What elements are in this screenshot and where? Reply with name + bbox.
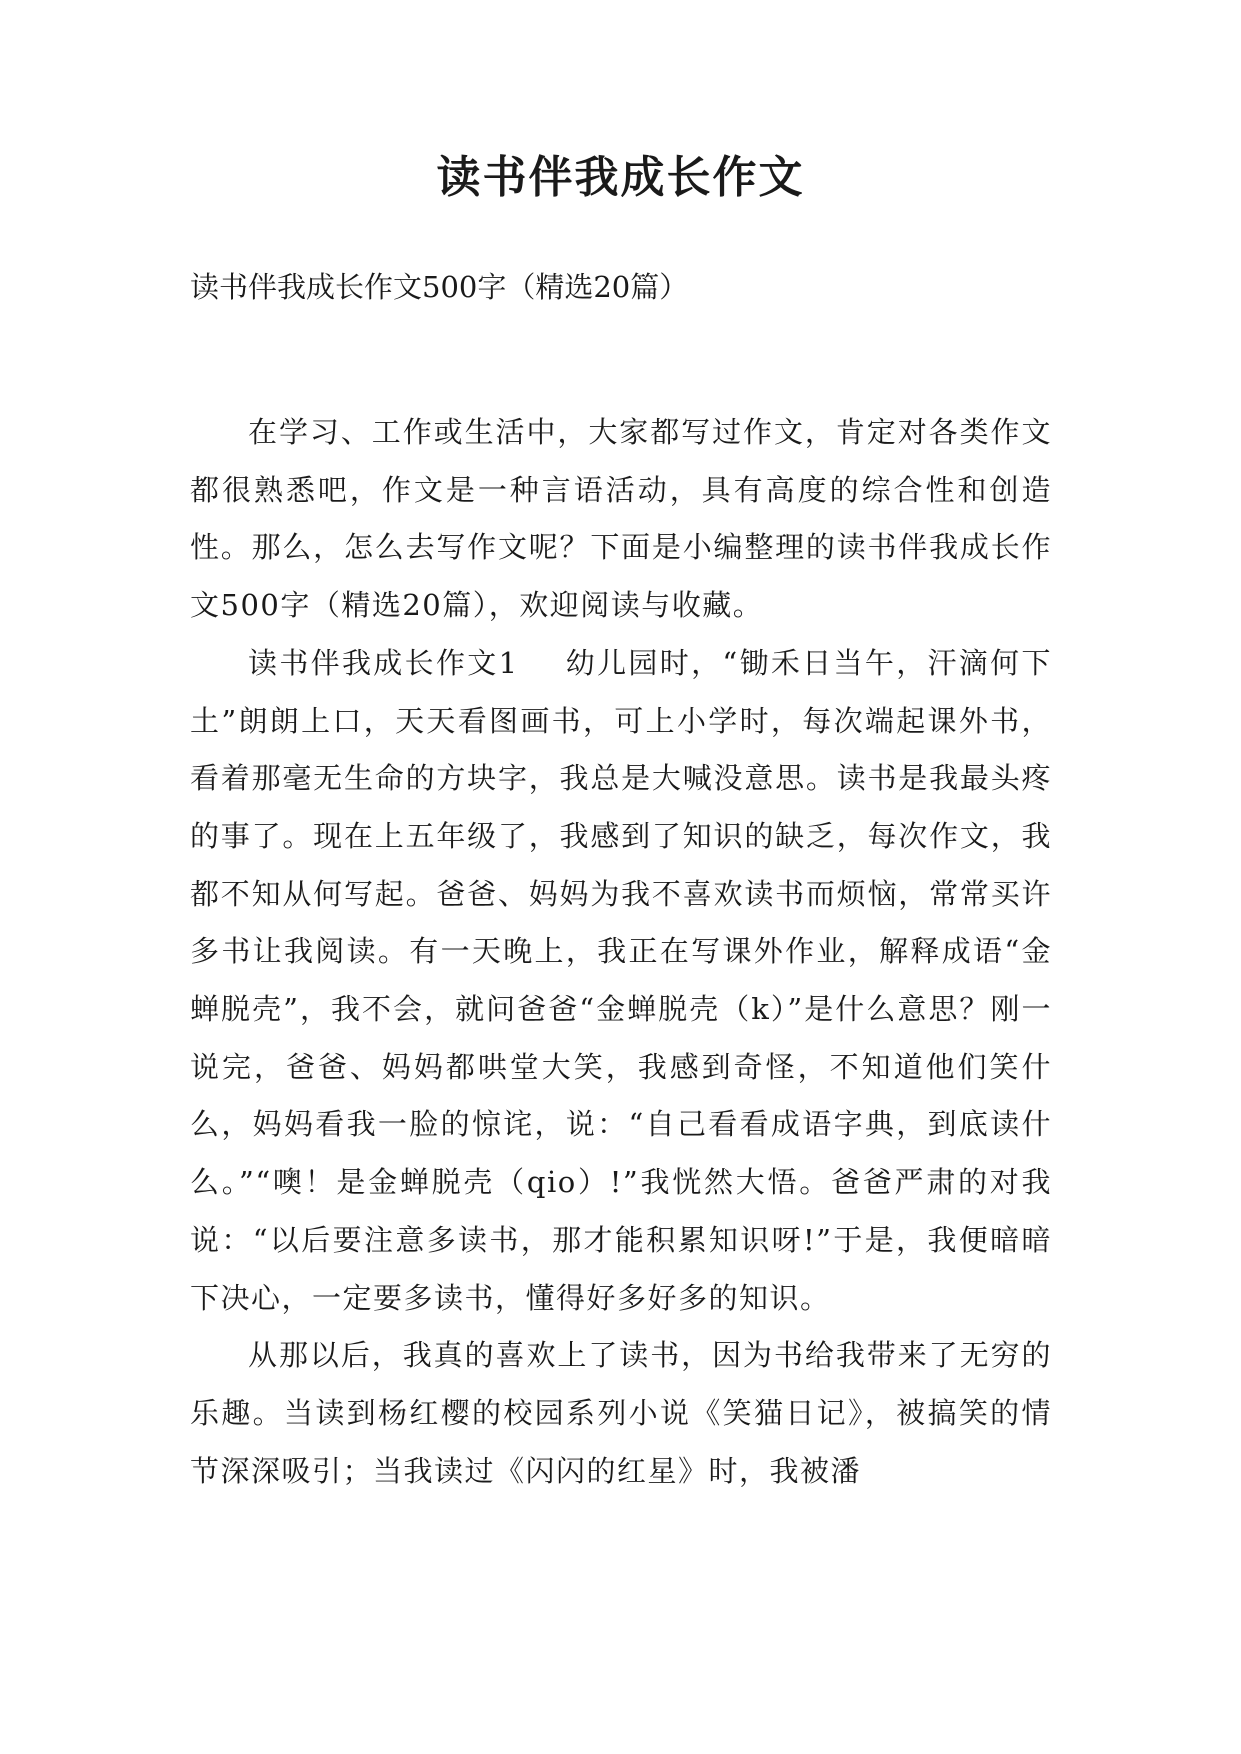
essay-1-paragraph xyxy=(190,635,1052,1327)
paragraph-text: 从那以后，我真的喜欢上了读书，因为书给我带来了无穷的乐趣。当读到杨红樱的校园系列小说《笑猫日记》，被搞笑的情节深深吸引；当我读过《闪闪的红星》时，我被潘 xyxy=(190,1338,1052,1488)
document-subtitle: 读书伴我成长作文500字（精选20篇） xyxy=(190,270,689,304)
essay-1-continuation-paragraph xyxy=(190,1327,1052,1500)
intro-paragraph xyxy=(190,404,1052,635)
document-title: 读书伴我成长作文 xyxy=(436,152,805,203)
paragraph-text: 在学习、工作或生活中，大家都写过作文，肯定对各类作文都很熟悉吧，作文是一种言语活动，具有高度的综合性和创造性。那么，怎么去写作文呢？下面是小编整理的读书伴我成长作文500字（精选20篇），欢迎阅读与收藏。 xyxy=(190,415,1052,623)
paragraph-text: 幼儿园时，“锄禾日当午，汗滴何下土”朗朗上口，天天看图画书，可上小学时，每次端起课外书，看着那毫无生命的方块字，我总是大喊没意思。读书是我最头疼的事了。现在上五年级了，我感到了知识的缺乏，每次作文，我都不知从何写起。爸爸、妈妈为我不喜欢读书而烦恼，常常买许多书让我阅读。有一天晚上，我正在写课外作业，解释成语“金蝉脱壳”，我不会，就问爸爸“金蝉脱壳（k）”是什么意思？刚一说完，爸爸、妈妈都哄堂大笑，我感到奇怪，不知道他们笑什么，妈妈看我一脸的惊诧，说：“自己看看成语字典，到底读什么。”“噢！是金蝉脱壳（qio）!”我恍然大悟。爸爸严肃的对我说：“以后要注意多读书，那才能积累知识呀!”于是，我便暗暗下决心，一定要多读书，懂得好多好多的知识。 xyxy=(190,645,1052,1315)
document-body xyxy=(190,404,1052,1500)
essay-label: 读书伴我成长作文1 xyxy=(248,645,519,680)
